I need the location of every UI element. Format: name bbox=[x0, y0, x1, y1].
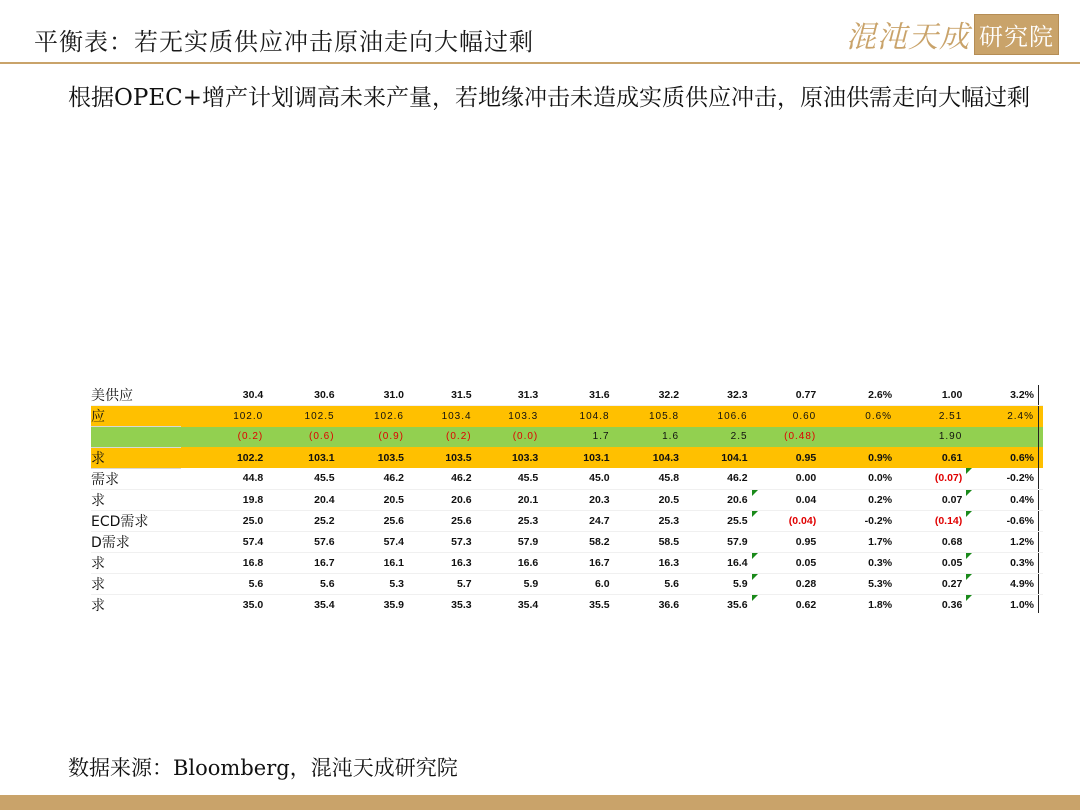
table-cell: 20.1 bbox=[476, 489, 543, 510]
table-cell: 32.3 bbox=[683, 385, 752, 406]
table-cell: 20.3 bbox=[542, 489, 613, 510]
table-cell: 0.3% bbox=[966, 552, 1038, 573]
table-cell: 25.0 bbox=[181, 510, 267, 531]
table-cell: -0.2% bbox=[820, 510, 896, 531]
table-row bbox=[91, 406, 1043, 427]
comment-marker-icon bbox=[966, 490, 972, 496]
table-cell: (0.04) bbox=[752, 510, 821, 531]
table-cell: 36.6 bbox=[614, 594, 683, 613]
table-cell: 45.5 bbox=[476, 468, 543, 489]
table-cell: 25.6 bbox=[408, 510, 476, 531]
table-cell: 16.7 bbox=[542, 552, 613, 573]
table-body bbox=[91, 385, 1043, 613]
table-cell: 57.3 bbox=[408, 531, 476, 552]
table-row bbox=[91, 594, 1043, 613]
table-cell: 6.0 bbox=[542, 573, 613, 594]
table-cell: 46.2 bbox=[408, 468, 476, 489]
comment-marker-icon bbox=[752, 595, 758, 601]
table-cell: 3.2% bbox=[966, 385, 1038, 406]
table-cell: 16.8 bbox=[181, 552, 267, 573]
logo-text: 混沌天成 bbox=[846, 20, 970, 55]
table-cell: 58.5 bbox=[614, 531, 683, 552]
table-cell: 16.3 bbox=[614, 552, 683, 573]
table-cell: 2.5 bbox=[683, 427, 752, 448]
table-cell: 30.4 bbox=[181, 385, 267, 406]
table-cell: 104.1 bbox=[683, 447, 752, 468]
table-cell: 103.1 bbox=[542, 447, 613, 468]
table-cell: 16.4 bbox=[683, 552, 752, 573]
table-cell: 0.07 bbox=[896, 489, 966, 510]
table-cell: 24.7 bbox=[542, 510, 613, 531]
comment-marker-icon bbox=[966, 511, 972, 517]
table-cell: 35.4 bbox=[476, 594, 543, 613]
table-filler-cell bbox=[1039, 468, 1044, 489]
balance-table bbox=[91, 385, 1043, 613]
comment-marker-icon bbox=[752, 511, 758, 517]
table-cell: 20.5 bbox=[339, 489, 408, 510]
table-cell: 5.3% bbox=[820, 573, 896, 594]
table-cell: 25.2 bbox=[267, 510, 338, 531]
row-label: 美供应 bbox=[91, 385, 181, 406]
table-cell: 57.6 bbox=[267, 531, 338, 552]
table-cell: 104.8 bbox=[542, 406, 613, 427]
table-filler-cell bbox=[1039, 406, 1044, 427]
comment-marker-icon bbox=[752, 490, 758, 496]
table-cell: 102.2 bbox=[181, 447, 267, 468]
table-filler-cell bbox=[1039, 510, 1044, 531]
table-cell: 0.05 bbox=[896, 552, 966, 573]
table-cell: 31.6 bbox=[542, 385, 613, 406]
table-cell: 0.00 bbox=[752, 468, 821, 489]
table-cell: 5.7 bbox=[408, 573, 476, 594]
table-cell: 0.2% bbox=[820, 489, 896, 510]
table-cell: 103.1 bbox=[267, 447, 338, 468]
table-cell: (0.48) bbox=[752, 427, 821, 448]
table-cell: 46.2 bbox=[339, 468, 408, 489]
table-cell: 16.3 bbox=[408, 552, 476, 573]
table-cell: 0.95 bbox=[752, 531, 821, 552]
table-cell: 1.7 bbox=[542, 427, 613, 448]
table-cell: 104.3 bbox=[614, 447, 683, 468]
table-cell: 20.5 bbox=[614, 489, 683, 510]
comment-marker-icon bbox=[752, 574, 758, 580]
row-label: 求 bbox=[91, 552, 181, 573]
table-cell: 16.7 bbox=[267, 552, 338, 573]
table-cell: 46.2 bbox=[683, 468, 752, 489]
table-cell: 4.9% bbox=[966, 573, 1038, 594]
logo-box: 研究院 bbox=[974, 14, 1059, 55]
data-source-note: 数据来源：Bloomberg，混沌天成研究院 bbox=[68, 756, 458, 780]
table-row bbox=[91, 552, 1043, 573]
table-cell: 0.60 bbox=[752, 406, 821, 427]
table-cell: 0.0% bbox=[820, 468, 896, 489]
table-cell: 0.77 bbox=[752, 385, 821, 406]
table-cell: 20.4 bbox=[267, 489, 338, 510]
header-divider bbox=[0, 62, 1080, 64]
table-cell: -0.2% bbox=[966, 468, 1038, 489]
table-cell: 19.8 bbox=[181, 489, 267, 510]
table-cell: 5.6 bbox=[267, 573, 338, 594]
table-cell: 5.9 bbox=[476, 573, 543, 594]
table-cell: 44.8 bbox=[181, 468, 267, 489]
table-cell: 5.6 bbox=[181, 573, 267, 594]
table-cell: 25.5 bbox=[683, 510, 752, 531]
table-cell: 105.8 bbox=[614, 406, 683, 427]
table-cell: 0.9% bbox=[820, 447, 896, 468]
table-cell: 0.3% bbox=[820, 552, 896, 573]
table-filler-cell bbox=[1039, 447, 1044, 468]
table-cell: (0.6) bbox=[267, 427, 338, 448]
comment-marker-icon bbox=[966, 574, 972, 580]
table-cell: 0.28 bbox=[752, 573, 821, 594]
table-cell: 5.9 bbox=[683, 573, 752, 594]
table-cell: 5.6 bbox=[614, 573, 683, 594]
table-row bbox=[91, 573, 1043, 594]
table-cell bbox=[966, 427, 1038, 448]
table-row bbox=[91, 447, 1043, 468]
table-cell: 25.6 bbox=[339, 510, 408, 531]
table-cell: 25.3 bbox=[476, 510, 543, 531]
table-cell: 35.6 bbox=[683, 594, 752, 613]
table-cell: 35.5 bbox=[542, 594, 613, 613]
table-cell: 0.04 bbox=[752, 489, 821, 510]
table-cell: 20.6 bbox=[408, 489, 476, 510]
table-cell: 45.5 bbox=[267, 468, 338, 489]
table-filler-cell bbox=[1039, 594, 1044, 613]
table-cell: 103.4 bbox=[408, 406, 476, 427]
table-cell: 1.2% bbox=[966, 531, 1038, 552]
table-cell: 103.3 bbox=[476, 406, 543, 427]
footer-bar bbox=[0, 795, 1080, 810]
page-title: 平衡表：若无实质供应冲击原油走向大幅过剩 bbox=[34, 28, 534, 56]
table-cell: 57.4 bbox=[181, 531, 267, 552]
table-cell: 1.0% bbox=[966, 594, 1038, 613]
comment-marker-icon bbox=[966, 468, 972, 474]
comment-marker-icon bbox=[966, 553, 972, 559]
table-cell: 57.9 bbox=[476, 531, 543, 552]
table-filler-cell bbox=[1039, 427, 1044, 448]
table-cell: 31.3 bbox=[476, 385, 543, 406]
table-cell: 0.05 bbox=[752, 552, 821, 573]
slide-subtitle: 根据OPEC+增产计划调高未来产量，若地缘冲击未造成实质供应冲击，原油供需走向大幅过剩 bbox=[68, 85, 1030, 111]
table-cell: 106.6 bbox=[683, 406, 752, 427]
table-cell: -0.6% bbox=[966, 510, 1038, 531]
table-cell bbox=[820, 427, 896, 448]
table-cell: 58.2 bbox=[542, 531, 613, 552]
row-label: 应 bbox=[91, 406, 181, 427]
table-cell: (0.2) bbox=[181, 427, 267, 448]
table-filler-cell bbox=[1039, 385, 1044, 406]
table-cell: 1.00 bbox=[896, 385, 966, 406]
brand-logo bbox=[846, 14, 1059, 54]
table-cell: (0.07) bbox=[896, 468, 966, 489]
table-cell: 0.62 bbox=[752, 594, 821, 613]
table-cell: (0.2) bbox=[408, 427, 476, 448]
table-row bbox=[91, 489, 1043, 510]
table-row bbox=[91, 385, 1043, 406]
table-cell: 0.6% bbox=[966, 447, 1038, 468]
table-cell: 45.0 bbox=[542, 468, 613, 489]
table-cell: 32.2 bbox=[614, 385, 683, 406]
table-row bbox=[91, 531, 1043, 552]
row-label: 求 bbox=[91, 489, 181, 510]
table-cell: 102.6 bbox=[339, 406, 408, 427]
table-cell: 5.3 bbox=[339, 573, 408, 594]
table-cell: 45.8 bbox=[614, 468, 683, 489]
table-cell: 103.5 bbox=[339, 447, 408, 468]
table-row bbox=[91, 510, 1043, 531]
table-row bbox=[91, 427, 1043, 448]
table-cell: 35.3 bbox=[408, 594, 476, 613]
table-cell: 57.9 bbox=[683, 531, 752, 552]
row-label: 求 bbox=[91, 594, 181, 613]
row-label: 需求 bbox=[91, 468, 181, 489]
table-cell: 1.7% bbox=[820, 531, 896, 552]
table-cell: 102.5 bbox=[267, 406, 338, 427]
table-cell: 31.0 bbox=[339, 385, 408, 406]
table-cell: 35.9 bbox=[339, 594, 408, 613]
table-cell: 102.0 bbox=[181, 406, 267, 427]
table-cell: 20.6 bbox=[683, 489, 752, 510]
table-cell: 0.61 bbox=[896, 447, 966, 468]
table-cell: 0.6% bbox=[820, 406, 896, 427]
table-filler-cell bbox=[1039, 531, 1044, 552]
table-cell: 35.0 bbox=[181, 594, 267, 613]
table-cell: (0.14) bbox=[896, 510, 966, 531]
table-cell: 1.6 bbox=[614, 427, 683, 448]
table-cell: 103.3 bbox=[476, 447, 543, 468]
table-cell: 2.4% bbox=[966, 406, 1038, 427]
row-label: 求 bbox=[91, 573, 181, 594]
table-cell: 25.3 bbox=[614, 510, 683, 531]
table-cell: 0.68 bbox=[896, 531, 966, 552]
table-cell: (0.0) bbox=[476, 427, 543, 448]
table-cell: 2.6% bbox=[820, 385, 896, 406]
table-cell: 0.27 bbox=[896, 573, 966, 594]
table-cell: 2.51 bbox=[896, 406, 966, 427]
table-row bbox=[91, 468, 1043, 489]
table-cell: 103.5 bbox=[408, 447, 476, 468]
comment-marker-icon bbox=[966, 595, 972, 601]
row-label: 求 bbox=[91, 447, 181, 468]
table-cell: (0.9) bbox=[339, 427, 408, 448]
table-cell: 16.6 bbox=[476, 552, 543, 573]
table-cell: 0.4% bbox=[966, 489, 1038, 510]
table-cell: 1.90 bbox=[896, 427, 966, 448]
row-label: ECD需求 bbox=[91, 510, 181, 531]
table-cell: 0.36 bbox=[896, 594, 966, 613]
table-cell: 57.4 bbox=[339, 531, 408, 552]
table-filler-cell bbox=[1039, 573, 1044, 594]
table-cell: 0.95 bbox=[752, 447, 821, 468]
table-cell: 16.1 bbox=[339, 552, 408, 573]
row-label bbox=[91, 427, 181, 448]
table-cell: 35.4 bbox=[267, 594, 338, 613]
table-cell: 31.5 bbox=[408, 385, 476, 406]
table-filler-cell bbox=[1039, 552, 1044, 573]
table-cell: 1.8% bbox=[820, 594, 896, 613]
row-label: D需求 bbox=[91, 531, 181, 552]
table-filler-cell bbox=[1039, 489, 1044, 510]
balance-table-image bbox=[91, 385, 1043, 613]
comment-marker-icon bbox=[752, 553, 758, 559]
table-cell: 30.6 bbox=[267, 385, 338, 406]
